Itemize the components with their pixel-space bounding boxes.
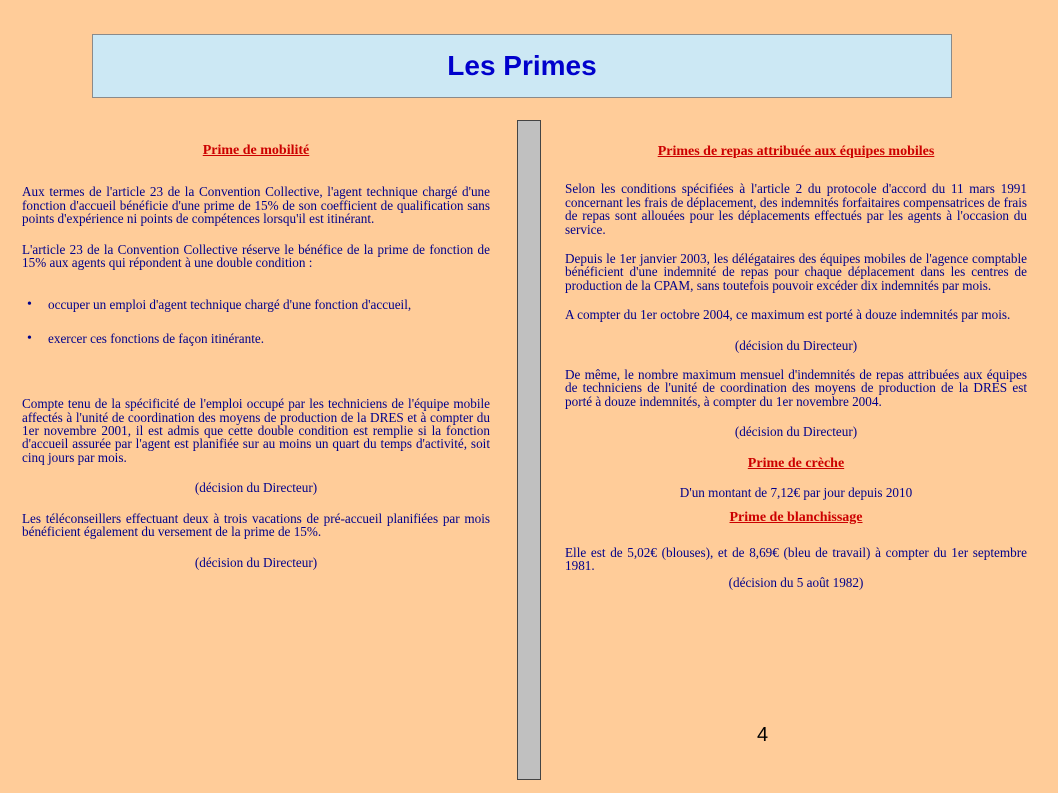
decision-note: (décision du 5 août 1982) xyxy=(728,574,864,590)
right-column xyxy=(565,145,1027,589)
paragraph: Selon les conditions spécifiées à l'article 2 du protocole d'accord du 11 mars 1991 concernant les frais de déplacement, des indemnités forfaitaires compensatrices de frais de repas sont allouées pour les déplacements effectués par les agents à l'occasion du service. xyxy=(565,181,1027,237)
left-column xyxy=(22,144,490,569)
heading-prime-mobilite: Prime de mobilité xyxy=(202,143,310,158)
heading-prime-repas: Primes de repas attribuée aux équipes mobiles xyxy=(657,144,935,159)
page-title: Les Primes xyxy=(447,50,597,81)
decision-note: (décision du Directeur) xyxy=(734,337,858,353)
decision-note: (décision du Directeur) xyxy=(194,480,318,496)
decision-note: (décision du Directeur) xyxy=(734,424,858,440)
title-banner xyxy=(92,34,952,98)
paragraph: Compte tenu de la spécificité de l'emploi occupé par les techniciens de l'équipe mobile affectés à l'unité de coordination des moyens de production de la DRES et à compter du 1er novembre 2001, il est admis que cette double condition est remplie si la fonction d'accueil assurée par l'agent est planifiée sur au moins un quart du temps d'activité, soit cinq jours par mois. xyxy=(22,396,490,465)
paragraph: Les téléconseillers effectuant deux à trois vacations de pré-accueil planifiées par mois bénéficient également du versement de la prime de 15%. xyxy=(22,510,490,540)
paragraph: A compter du 1er octobre 2004, ce maximum est porté à douze indemnités par mois. xyxy=(565,307,1011,323)
list-item: • occuper un emploi d'agent technique chargé d'une fonction d'accueil, xyxy=(22,298,490,311)
paragraph: Aux termes de l'article 23 de la Convention Collective, l'agent technique chargé d'une fonction d'accueil bénéficie d'une prime de 15% de son coefficient de qualification sans points d'expérience ni points de compétences lorsqu'il est itinérant. xyxy=(22,184,490,227)
paragraph: Elle est de 5,02€ (blouses), et de 8,69€ (bleu de travail) à compter du 1er septembre 1981. xyxy=(565,544,1027,574)
heading-prime-creche: Prime de crèche xyxy=(747,455,845,471)
condition-list xyxy=(22,298,490,345)
page-number: 4 xyxy=(757,724,769,746)
creche-amount: D'un montant de 7,12€ par jour depuis 2010 xyxy=(679,485,913,501)
list-item: • exercer ces fonctions de façon itinérante. xyxy=(22,332,490,345)
paragraph: Depuis le 1er janvier 2003, les délégataires des équipes mobiles de l'agence comptable bénéficient d'une indemnité de repas pour chaque déplacement dans les centres de production de la CPAM, sans toutefois pouvoir excéder dix indemnités par mois. xyxy=(565,251,1027,293)
decision-note: (décision du Directeur) xyxy=(194,554,318,570)
column-divider xyxy=(517,120,541,780)
paragraph: L'article 23 de la Convention Collective réserve le bénéfice de la prime de fonction de 15% aux agents qui répondent à une double condition : xyxy=(22,241,490,271)
heading-prime-blanchissage: Prime de blanchissage xyxy=(729,509,863,525)
paragraph: De même, le nombre maximum mensuel d'indemnités de repas attribuées aux équipes de techniciens de l'unité de coordination des moyens de production de la DRES est porté à douze indemnités, à compter du 1er novembre 2004. xyxy=(565,367,1027,409)
